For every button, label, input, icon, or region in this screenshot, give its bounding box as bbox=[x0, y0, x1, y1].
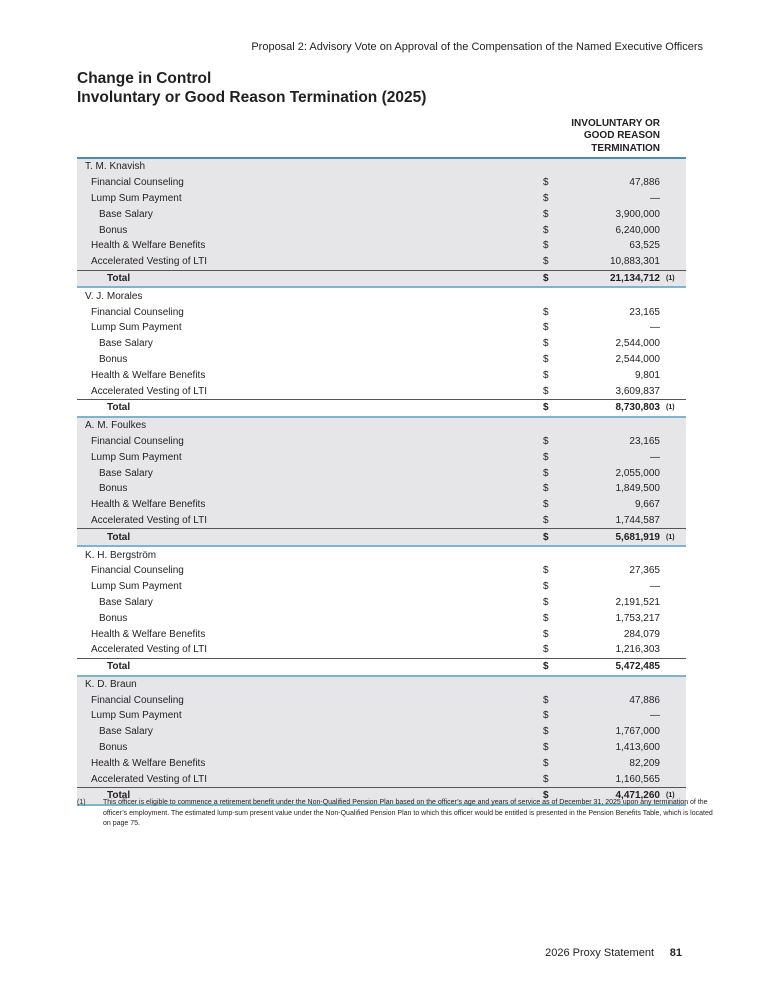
row-label: Financial Counseling bbox=[91, 565, 184, 577]
footnote-ref: (1) bbox=[666, 404, 675, 412]
currency-symbol: $ bbox=[543, 256, 549, 268]
total-label: Total bbox=[107, 531, 131, 543]
total-row bbox=[77, 270, 686, 287]
row-label: Accelerated Vesting of LTI bbox=[91, 256, 207, 268]
table-row bbox=[77, 304, 686, 320]
currency-symbol: $ bbox=[543, 224, 549, 236]
officer-section bbox=[77, 677, 686, 806]
row-amount: 1,160,565 bbox=[615, 773, 660, 785]
table-row bbox=[77, 175, 686, 191]
footer-publication: 2026 Proxy Statement bbox=[545, 947, 654, 959]
table-row bbox=[77, 579, 686, 595]
row-label: Bonus bbox=[99, 612, 128, 624]
total-row bbox=[77, 658, 686, 675]
currency-symbol: $ bbox=[543, 757, 549, 769]
total-amount: 4,471,260 bbox=[615, 790, 660, 802]
footnote-text: This officer is eligible to commence a retirement benefit under the Non-Qualified Pension Plan based on the officer’s age and years of service as of December 31, 2025 upon any termination of the officer’s employment. The estimated lump-sum present value under the Non-Qualified Pension Plan to which this officer would be entitled is presented in the Pension Benefits Table, which is located on page 75. bbox=[103, 799, 713, 827]
row-amount: 23,165 bbox=[629, 306, 660, 318]
officer-name: K. H. Bergström bbox=[85, 549, 157, 561]
officer-section bbox=[77, 418, 686, 547]
row-label: Accelerated Vesting of LTI bbox=[91, 644, 207, 656]
row-amount: 63,525 bbox=[629, 240, 660, 252]
title-line-2: Involuntary or Good Reason Termination (2025) bbox=[77, 89, 427, 106]
row-label: Health & Welfare Benefits bbox=[91, 757, 206, 769]
row-label: Health & Welfare Benefits bbox=[91, 240, 206, 252]
officer-name-row bbox=[77, 547, 686, 563]
row-amount: 23,165 bbox=[629, 435, 660, 447]
currency-symbol: $ bbox=[543, 402, 549, 414]
row-label: Lump Sum Payment bbox=[91, 710, 182, 722]
row-label: Lump Sum Payment bbox=[91, 192, 182, 204]
page-number: 81 bbox=[669, 947, 682, 959]
footnote-ref: (1) bbox=[666, 533, 675, 541]
currency-symbol: $ bbox=[543, 369, 549, 381]
row-label: Bonus bbox=[99, 353, 128, 365]
row-label: Financial Counseling bbox=[91, 306, 184, 318]
table-row bbox=[77, 222, 686, 238]
currency-symbol: $ bbox=[543, 694, 549, 706]
currency-symbol: $ bbox=[543, 499, 549, 511]
table-row bbox=[77, 383, 686, 399]
row-amount: 1,767,000 bbox=[615, 726, 660, 738]
currency-symbol: $ bbox=[543, 644, 549, 656]
row-amount: 6,240,000 bbox=[615, 224, 660, 236]
row-amount: 1,216,303 bbox=[615, 644, 660, 656]
row-label: Health & Welfare Benefits bbox=[91, 499, 206, 511]
footnote-ref: (1) bbox=[666, 274, 675, 282]
row-amount: 9,801 bbox=[634, 369, 660, 381]
currency-symbol: $ bbox=[543, 385, 549, 397]
row-amount: 2,055,000 bbox=[615, 467, 660, 479]
currency-symbol: $ bbox=[543, 773, 549, 785]
officer-section bbox=[77, 547, 686, 676]
row-amount: — bbox=[650, 322, 660, 334]
officer-name-row bbox=[77, 677, 686, 693]
title-line-1: Change in Control bbox=[77, 70, 212, 87]
total-label: Total bbox=[107, 402, 131, 414]
currency-symbol: $ bbox=[543, 661, 549, 673]
currency-symbol: $ bbox=[543, 240, 549, 252]
row-label: Lump Sum Payment bbox=[91, 581, 182, 593]
total-row bbox=[77, 399, 686, 416]
row-label: Accelerated Vesting of LTI bbox=[91, 514, 207, 526]
row-label: Bonus bbox=[99, 483, 128, 495]
row-amount: 27,365 bbox=[629, 565, 660, 577]
row-amount: 2,191,521 bbox=[615, 596, 660, 608]
currency-symbol: $ bbox=[543, 272, 549, 284]
row-amount: — bbox=[650, 192, 660, 204]
total-amount: 5,681,919 bbox=[615, 531, 660, 543]
row-amount: 10,883,301 bbox=[609, 256, 660, 268]
row-label: Health & Welfare Benefits bbox=[91, 628, 206, 640]
total-amount: 8,730,803 bbox=[615, 402, 660, 414]
footnote bbox=[77, 798, 717, 830]
total-row bbox=[77, 528, 686, 545]
row-amount: — bbox=[650, 581, 660, 593]
table-row bbox=[77, 238, 686, 254]
footnote-ref: (1) bbox=[666, 792, 675, 800]
table-row bbox=[77, 724, 686, 740]
total-label: Total bbox=[107, 790, 131, 802]
currency-symbol: $ bbox=[543, 451, 549, 463]
officer-section bbox=[77, 288, 686, 417]
total-amount: 21,134,712 bbox=[609, 272, 660, 284]
column-header bbox=[77, 119, 686, 157]
row-amount: — bbox=[650, 451, 660, 463]
row-label: Base Salary bbox=[99, 467, 153, 479]
table-row bbox=[77, 563, 686, 579]
total-amount: 5,472,485 bbox=[615, 661, 660, 673]
table-row bbox=[77, 755, 686, 771]
column-header-line-1: INVOLUNTARY OR bbox=[571, 117, 660, 129]
total-label: Total bbox=[107, 661, 131, 673]
table-row bbox=[77, 254, 686, 270]
officer-name-row bbox=[77, 288, 686, 304]
row-amount: 284,079 bbox=[623, 628, 660, 640]
table-row bbox=[77, 449, 686, 465]
currency-symbol: $ bbox=[543, 208, 549, 220]
row-label: Bonus bbox=[99, 742, 128, 754]
table-row bbox=[77, 692, 686, 708]
row-label: Base Salary bbox=[99, 596, 153, 608]
row-amount: 47,886 bbox=[629, 177, 660, 189]
row-amount: 82,209 bbox=[629, 757, 660, 769]
officer-name-row bbox=[77, 159, 686, 175]
currency-symbol: $ bbox=[543, 531, 549, 543]
row-label: Financial Counseling bbox=[91, 694, 184, 706]
table-row bbox=[77, 642, 686, 658]
row-amount: 2,544,000 bbox=[615, 338, 660, 350]
row-label: Financial Counseling bbox=[91, 435, 184, 447]
currency-symbol: $ bbox=[543, 596, 549, 608]
officer-name: K. D. Braun bbox=[85, 678, 137, 690]
officer-name: V. J. Morales bbox=[85, 290, 143, 302]
table-row bbox=[77, 336, 686, 352]
row-amount: 1,753,217 bbox=[615, 612, 660, 624]
column-header-line-3: TERMINATION bbox=[591, 142, 660, 154]
running-header: Proposal 2: Advisory Vote on Approval of the Compensation of the Named Executive Officers bbox=[251, 41, 703, 53]
row-label: Accelerated Vesting of LTI bbox=[91, 773, 207, 785]
column-header-line-2: GOOD REASON bbox=[583, 130, 660, 141]
total-label: Total bbox=[107, 272, 131, 284]
currency-symbol: $ bbox=[543, 581, 549, 593]
table-row bbox=[77, 465, 686, 481]
termination-table bbox=[77, 119, 686, 806]
row-amount: 3,900,000 bbox=[615, 208, 660, 220]
table-row bbox=[77, 481, 686, 497]
row-amount: 9,667 bbox=[634, 499, 660, 511]
footnote-mark: (1) bbox=[77, 799, 86, 806]
row-label: Bonus bbox=[99, 224, 128, 236]
officer-section bbox=[77, 159, 686, 288]
table-row bbox=[77, 206, 686, 222]
row-amount: 1,849,500 bbox=[615, 483, 660, 495]
row-amount: 3,609,837 bbox=[615, 385, 660, 397]
table-row bbox=[77, 320, 686, 336]
table-row bbox=[77, 771, 686, 787]
row-amount: 1,744,587 bbox=[615, 514, 660, 526]
table-row bbox=[77, 708, 686, 724]
table-row bbox=[77, 497, 686, 513]
currency-symbol: $ bbox=[543, 338, 549, 350]
row-amount: 47,886 bbox=[629, 694, 660, 706]
table-row bbox=[77, 434, 686, 450]
currency-symbol: $ bbox=[543, 726, 549, 738]
currency-symbol: $ bbox=[543, 628, 549, 640]
currency-symbol: $ bbox=[543, 612, 549, 624]
officer-name-row bbox=[77, 418, 686, 434]
row-label: Accelerated Vesting of LTI bbox=[91, 385, 207, 397]
officer-sections bbox=[77, 159, 686, 806]
page-title bbox=[77, 69, 426, 107]
currency-symbol: $ bbox=[543, 483, 549, 495]
currency-symbol: $ bbox=[543, 565, 549, 577]
currency-symbol: $ bbox=[543, 514, 549, 526]
currency-symbol: $ bbox=[543, 192, 549, 204]
row-label: Base Salary bbox=[99, 208, 153, 220]
officer-name: A. M. Foulkes bbox=[85, 420, 147, 432]
row-amount: — bbox=[650, 710, 660, 722]
table-row bbox=[77, 352, 686, 368]
row-amount: 1,413,600 bbox=[615, 742, 660, 754]
row-amount: 2,544,000 bbox=[615, 353, 660, 365]
currency-symbol: $ bbox=[543, 467, 549, 479]
currency-symbol: $ bbox=[543, 353, 549, 365]
table-row bbox=[77, 595, 686, 611]
table-row bbox=[77, 626, 686, 642]
table-row bbox=[77, 513, 686, 529]
table-row bbox=[77, 367, 686, 383]
currency-symbol: $ bbox=[543, 742, 549, 754]
row-label: Financial Counseling bbox=[91, 177, 184, 189]
currency-symbol: $ bbox=[543, 177, 549, 189]
row-label: Health & Welfare Benefits bbox=[91, 369, 206, 381]
currency-symbol: $ bbox=[543, 435, 549, 447]
currency-symbol: $ bbox=[543, 790, 549, 802]
row-label: Base Salary bbox=[99, 338, 153, 350]
officer-name: T. M. Knavish bbox=[85, 161, 146, 173]
currency-symbol: $ bbox=[543, 322, 549, 334]
table-row bbox=[77, 740, 686, 756]
currency-symbol: $ bbox=[543, 306, 549, 318]
row-label: Lump Sum Payment bbox=[91, 451, 182, 463]
row-label: Lump Sum Payment bbox=[91, 322, 182, 334]
row-label: Base Salary bbox=[99, 726, 153, 738]
table-row bbox=[77, 191, 686, 207]
table-row bbox=[77, 610, 686, 626]
currency-symbol: $ bbox=[543, 710, 549, 722]
